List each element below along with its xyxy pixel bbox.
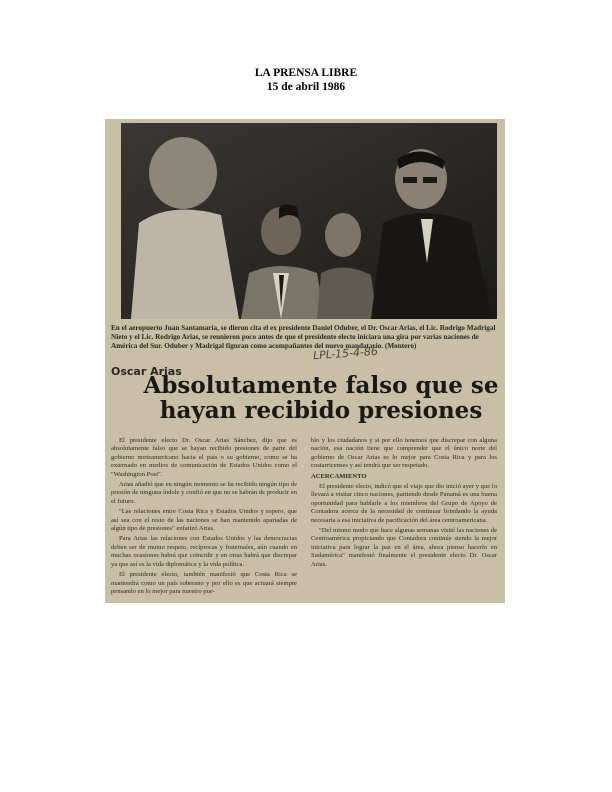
section-subhead: ACERCAMIENTO bbox=[311, 472, 367, 480]
photo-illustration bbox=[121, 123, 497, 319]
page-header bbox=[0, 66, 612, 94]
newspaper-name: LA PRENSA LIBRE bbox=[254, 67, 358, 79]
newspaper-clipping bbox=[105, 119, 505, 603]
paragraph: El presidente electo, también manifestó que Costa Rica se mantendrá como un país soberano y por ello es que actuará siempre pensando en lo mejor para nuestro pue- bbox=[111, 571, 297, 595]
publication-date: 15 de abril 1986 bbox=[266, 81, 346, 93]
paragraph: "Las relaciones entre Costa Rica y Estados Unidos y espero, que así sea con el resto de las naciones se han mantenido apartadas de algún tipo de presiones" enfatizó Arias. bbox=[111, 508, 297, 533]
article-column-right bbox=[311, 437, 497, 571]
article-headline: Absolutamente falso que se hayan recibido presiones bbox=[143, 372, 499, 424]
paragraph: El presidente electo, indicó que el viaje que dio inició ayer y que lo llevará a visitar cinco naciones, partiendo desde Panamá es una buena oportunidad para hablarle a los miembros del Grupo de Apoyo de Contadora acerca de la necesidad de continuar brindando la ayuda necesaria a esa iniciativa de pacificación del área centroamericana. bbox=[311, 483, 497, 524]
article-kicker: Oscar Arias bbox=[111, 365, 182, 378]
handwritten-note: LPL-15-4-86 bbox=[312, 344, 379, 363]
paragraph: blo y los ciudadanos y si por ello tenemos que discrepar con alguna nación, esa nación tiene que comprender que el único norte del gobierno de Oscar Arias es lo mejor para Costa Rica y para los costarricenses y así tendrá que ser respetado. bbox=[311, 437, 497, 470]
paragraph: El presidente electo Dr. Oscar Arias Sánchez, dijo que es absolutamente falso que se hayan recibido presiones de parte del gobierno norteamericano hacia el país o su gobierno, como se ha externado en medios de comunicación de Estados Unidos como el "Washington Post". bbox=[111, 437, 297, 478]
article-column-left bbox=[111, 437, 297, 598]
paragraph: Para Arias las relaciones con Estados Unidos y las democracias deben ser de mutuo respeto, recíprocas y fraternales, aún cuando en muchas ocasiones habrá que coincidir y en otras habrá que discrepar ya que así es la vida diplomática y la vida política. bbox=[111, 535, 297, 568]
paragraph: Arias añadió que en ningún momento se ha recibido ningún tipo de presión de ninguna índole y confió en que no se habrán de producir en el futuro. bbox=[111, 481, 297, 505]
paragraph: "Del mismo modo que hace algunas semanas visité las naciones de Centroamérica propiciando que Contadora continúe siendo la mejor iniciativa para lograr la paz en el área, ahora pienso hacerlo en Sudamérica" manifestó finalmente el presidente electo Dr. Oscar Arias. bbox=[311, 527, 497, 568]
photo-caption: En el aeropuerto Juan Santamaría, se dieron cita el ex presidente Daniel Oduber, el Dr. Oscar Arias, el Lic. Rodrigo Madrigal Nieto y el Lic. Rodrigo Arias, se reunieron poco antes de que el presidente electo iniciara una gira por varias naciones de América del Sur. Oduber y Madrigal figuran como acompañantes del nuevo mandatario. (Montero) bbox=[111, 324, 496, 350]
news-photo bbox=[121, 123, 497, 319]
